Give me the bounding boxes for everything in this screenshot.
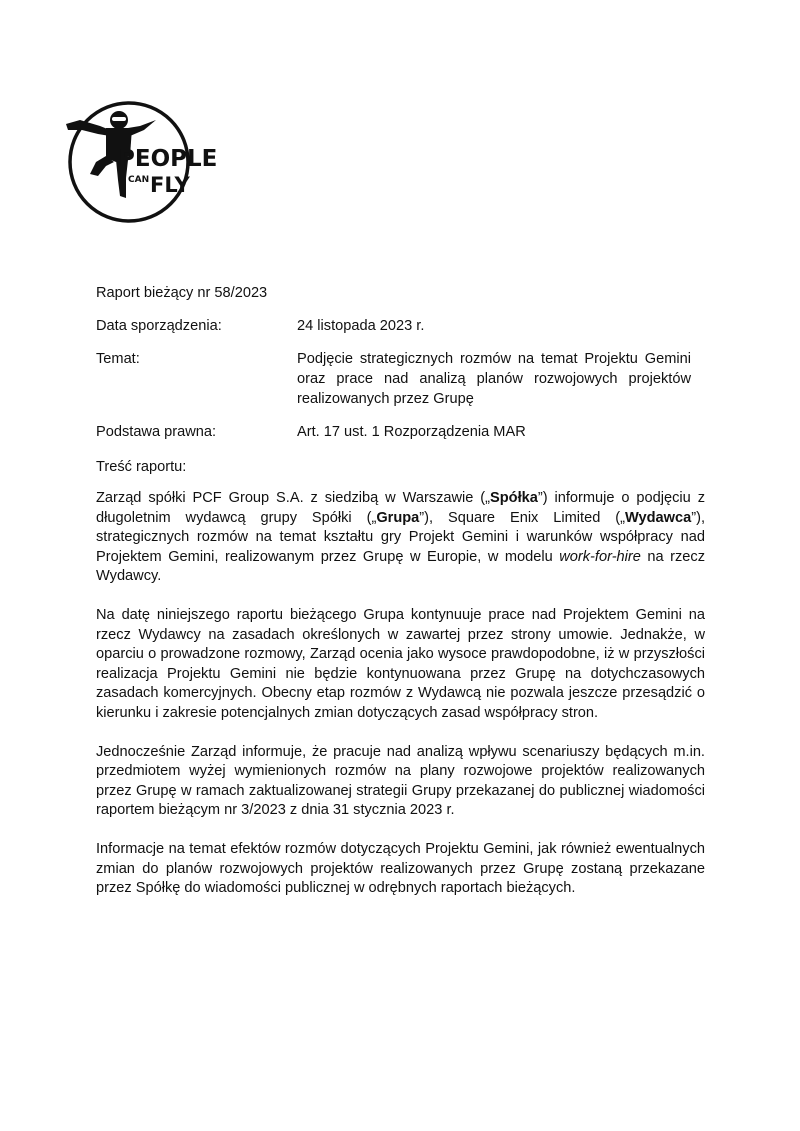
legal-basis-value: Art. 17 ust. 1 Rozporządzenia MAR — [297, 424, 526, 440]
term-wydawca: Wydawca — [624, 509, 692, 526]
subject-value: Podjęcie strategicznych rozmów na temat Projektu Gemini oraz prace nad analizą planów rozwojowych projektów realizowanych przez Grupę — [297, 351, 691, 407]
report-content — [96, 489, 705, 918]
logo-text-can: CAN — [128, 175, 150, 185]
date-label: Data sporządzenia: — [96, 318, 222, 334]
date-value: 24 listopada 2023 r. — [297, 318, 425, 334]
report-header — [96, 283, 716, 455]
logo-text-people: PEOPLE — [118, 146, 218, 172]
report-number: Raport bieżący nr 58/2023 — [96, 285, 268, 301]
paragraph-1: Zarząd spółki PCF Group S.A. z siedzibą w Warszawie („Spółka”) informuje o podjęciu z długoletnim wydawcą grupy Spółki („Grupa”), Square Enix Limited („Wydawca”), strategicznych rozmów na temat kształtu gry Projekt Gemini i warunków współpracy nad Projektem Gemini, realizowanym przez Grupę w Europie, w modelu work-for-hire na rzecz Wydawcy. — [96, 490, 705, 585]
term-grupa: Grupa — [376, 509, 420, 526]
legal-basis-row — [96, 422, 716, 442]
paragraph-2: Na datę niniejszego raportu bieżącego Grupa kontynuuje prace nad Projektem Gemini na rzecz Wydawcy na zasadach określonych w zawartej przez strony umowie. Jednakże, w oparciu o prowadzone rozmowy, Zarząd ocenia jako wysoce prawdopodobne, iż w przyszłości realizacja Projektu Gemini nie będzie kontynuowana przez Grupę na dotychczasowych zasadach komercyjnych. Obecny etap rozmów z Wydawcą nie pozwala jeszcze przesądzić o kierunku i zakresie potencjalnych zmian dotyczących zasad współpracy stron. — [96, 606, 705, 721]
paragraph-4: Informacje na temat efektów rozmów dotyczących Projektu Gemini, jak również ewentualnych zmian do planów rozwojowych projektów realizowanych przez Grupę zostaną przekazane przez Spółkę do wiadomości publicznej w odrębnych raportach bieżących. — [96, 840, 705, 897]
subject-row — [96, 349, 716, 409]
term-work-for-hire: work-for-hire — [559, 548, 641, 565]
paragraph-3: Jednocześnie Zarząd informuje, że pracuje nad analizą wpływu scenariuszy będących m.in. przedmiotem wyżej wymienionych rozmów na plany rozwojowe projektów realizowanych przez Grupę w ramach zaktualizowanej strategii Grupy przekazanej do publicznej wiadomości raportem bieżącym nr 3/2023 z dnia 31 stycznia 2023 r. — [96, 743, 705, 819]
logo-text-fly: FLY — [150, 173, 190, 197]
content-label: Treść raportu: — [96, 459, 187, 475]
company-logo — [66, 100, 218, 224]
date-row — [96, 316, 716, 336]
people-can-fly-logo — [66, 100, 218, 224]
subject-label: Temat: — [96, 351, 140, 367]
term-spolka: Spółka — [490, 490, 538, 506]
legal-basis-label: Podstawa prawna: — [96, 424, 217, 440]
